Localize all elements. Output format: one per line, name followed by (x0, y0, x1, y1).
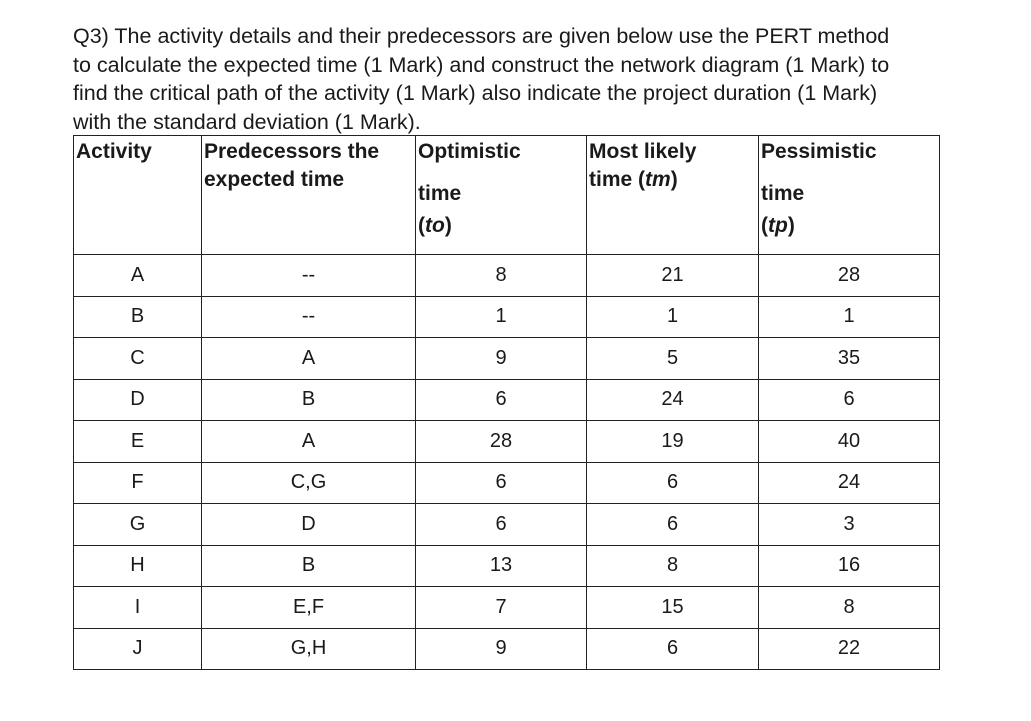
question-line: to calculate the expected time (1 Mark) and construct the network diagram (1 Mark) to (73, 52, 890, 77)
cell-activity: G (74, 504, 202, 546)
cell-optimistic: 6 (416, 379, 587, 421)
cell-activity: I (74, 587, 202, 629)
question-line: with the standard deviation (1 Mark). (73, 109, 421, 134)
cell-optimistic: 1 (416, 296, 587, 338)
cell-pessimistic: 8 (759, 587, 940, 629)
cell-pessimistic: 1 (759, 296, 940, 338)
cell-most-likely: 24 (587, 379, 759, 421)
header-optimistic: Optimistic time (to) (416, 136, 587, 255)
cell-most-likely: 19 (587, 421, 759, 463)
cell-pessimistic: 16 (759, 545, 940, 587)
cell-pessimistic: 3 (759, 504, 940, 546)
cell-activity: D (74, 379, 202, 421)
cell-most-likely: 6 (587, 628, 759, 670)
cell-pessimistic: 28 (759, 255, 940, 297)
header-most-likely: Most likely time (tm) (587, 136, 759, 255)
cell-activity: B (74, 296, 202, 338)
header-pessimistic: Pessimistic time (tp) (759, 136, 940, 255)
cell-optimistic: 6 (416, 504, 587, 546)
cell-predecessors: E,F (202, 587, 416, 629)
cell-activity: J (74, 628, 202, 670)
header-activity: Activity (74, 136, 202, 255)
table-header-row (74, 136, 940, 255)
cell-predecessors: G,H (202, 628, 416, 670)
cell-optimistic: 13 (416, 545, 587, 587)
table-row (74, 379, 940, 421)
cell-most-likely: 15 (587, 587, 759, 629)
cell-optimistic: 6 (416, 462, 587, 504)
cell-activity: A (74, 255, 202, 297)
cell-pessimistic: 24 (759, 462, 940, 504)
pert-activity-table (73, 135, 940, 670)
cell-optimistic: 7 (416, 587, 587, 629)
cell-predecessors: C,G (202, 462, 416, 504)
cell-most-likely: 6 (587, 504, 759, 546)
cell-predecessors: B (202, 545, 416, 587)
question-text (73, 22, 973, 136)
cell-most-likely: 1 (587, 296, 759, 338)
cell-activity: E (74, 421, 202, 463)
cell-pessimistic: 40 (759, 421, 940, 463)
cell-most-likely: 21 (587, 255, 759, 297)
question-line: Q3) The activity details and their predecessors are given below use the PERT method (73, 24, 890, 48)
cell-predecessors: A (202, 338, 416, 380)
cell-predecessors: D (202, 504, 416, 546)
cell-activity: F (74, 462, 202, 504)
table-row (74, 587, 940, 629)
table-row (74, 421, 940, 463)
question-line: find the critical path of the activity (1 Mark) also indicate the project duration (1 Mark) (73, 81, 878, 105)
header-predecessors: Predecessors the expected time (202, 136, 416, 255)
cell-optimistic: 8 (416, 255, 587, 297)
cell-most-likely: 5 (587, 338, 759, 380)
cell-optimistic: 9 (416, 338, 587, 380)
cell-optimistic: 9 (416, 628, 587, 670)
cell-activity: H (74, 545, 202, 587)
table-row (74, 296, 940, 338)
table-row (74, 545, 940, 587)
table-row (74, 504, 940, 546)
cell-pessimistic: 6 (759, 379, 940, 421)
cell-predecessors: A (202, 421, 416, 463)
cell-predecessors: -- (202, 296, 416, 338)
table-row (74, 255, 940, 297)
cell-predecessors: -- (202, 255, 416, 297)
cell-optimistic: 28 (416, 421, 587, 463)
cell-most-likely: 6 (587, 462, 759, 504)
cell-most-likely: 8 (587, 545, 759, 587)
cell-activity: C (74, 338, 202, 380)
cell-predecessors: B (202, 379, 416, 421)
table-row (74, 338, 940, 380)
cell-pessimistic: 22 (759, 628, 940, 670)
cell-pessimistic: 35 (759, 338, 940, 380)
table-row (74, 462, 940, 504)
table-row (74, 628, 940, 670)
